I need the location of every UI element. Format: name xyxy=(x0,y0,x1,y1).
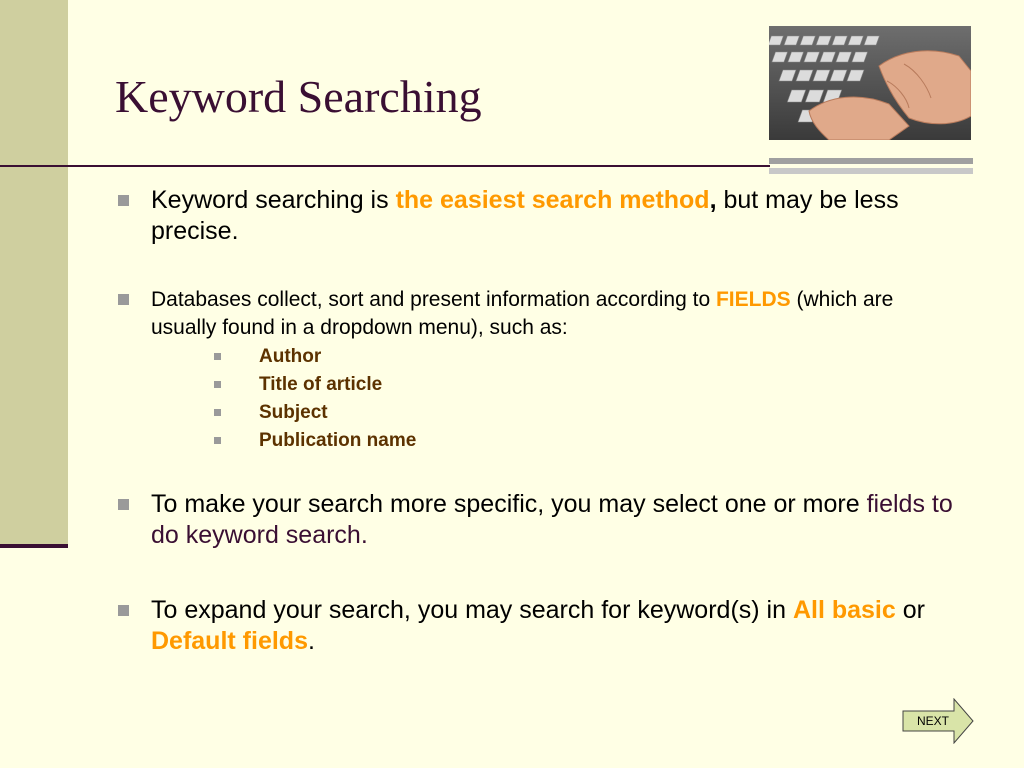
highlight-text: Default fields xyxy=(151,627,308,655)
field-label: Publication name xyxy=(259,430,417,451)
bullet-text xyxy=(151,185,961,247)
highlight-text: the easiest search method xyxy=(395,186,710,214)
bullet-text-part: Databases collect, sort and present information according to xyxy=(151,288,716,311)
sub-bullet-marker xyxy=(214,437,221,444)
bullet-text-part: To expand your search, you may search for keyword(s) in xyxy=(151,596,793,624)
left-band-divider xyxy=(0,544,68,548)
bullet-text-part: Keyword searching is xyxy=(151,186,396,214)
bullet-text-part: or xyxy=(895,596,925,624)
bullet-marker xyxy=(118,499,129,510)
highlight-text: All basic xyxy=(792,596,896,624)
left-decorative-band xyxy=(0,0,68,546)
bullet-marker xyxy=(118,294,129,305)
bullet-text xyxy=(151,595,961,657)
highlight-text: fields to do keyword search. xyxy=(151,490,953,549)
next-button[interactable] xyxy=(902,698,974,744)
slide-title: Keyword Searching xyxy=(115,71,482,122)
bullet-marker xyxy=(118,195,129,206)
sub-bullet-marker xyxy=(214,409,221,416)
field-label: Subject xyxy=(259,402,328,423)
highlight-text: FIELDS xyxy=(715,288,791,311)
bullet-text-part: . xyxy=(307,627,315,655)
keyboard-typing-photo xyxy=(769,26,971,140)
sub-bullet-marker xyxy=(214,353,221,360)
bullet-text xyxy=(151,489,961,551)
title-divider xyxy=(0,165,770,167)
photo-stripes xyxy=(769,158,973,180)
field-label: Author xyxy=(259,346,322,367)
bullet-text-part: , xyxy=(709,186,717,214)
field-label: Title of article xyxy=(259,374,383,395)
bullet-text-part: (which are usually found in a dropdown menu), such as: xyxy=(151,288,894,339)
bullet-text-part: but may be less precise. xyxy=(151,186,899,245)
sub-bullet-marker xyxy=(214,381,221,388)
bullet-marker xyxy=(118,605,129,616)
bullet-text-part: To make your search more specific, you may select one or more xyxy=(151,490,867,518)
bullet-text xyxy=(151,286,961,342)
next-label: NEXT xyxy=(916,714,949,728)
